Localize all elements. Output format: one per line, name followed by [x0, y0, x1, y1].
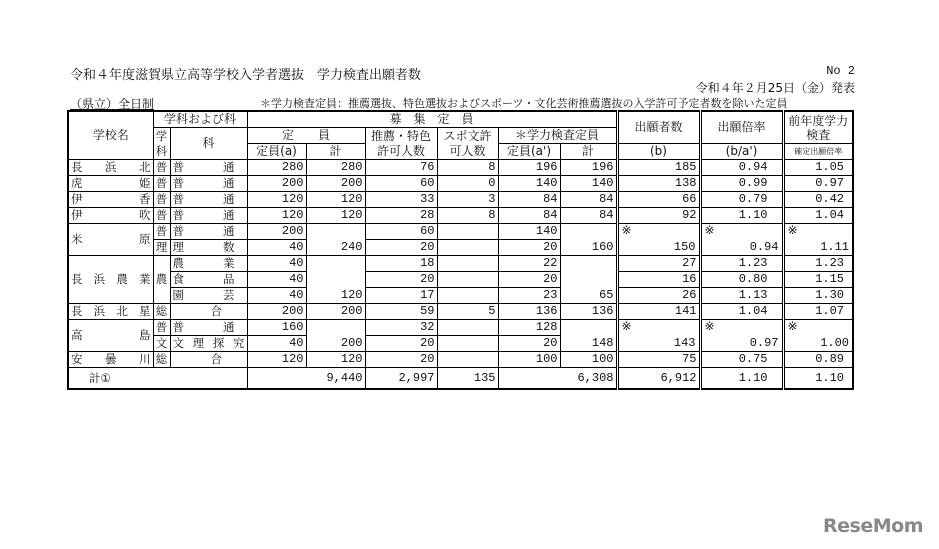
capacity-a: 120 [247, 208, 306, 224]
capacity-a2: 196 [498, 160, 560, 176]
gakka: 普 [153, 160, 170, 176]
capacity-a: 200 [247, 304, 306, 320]
total-capacity2: 84 [560, 192, 617, 208]
capacity-a2: 20 [498, 240, 560, 256]
applicants-table [67, 110, 854, 390]
school-name: 高島 [68, 320, 153, 352]
suisen-count: 20 [365, 240, 437, 256]
total-suisen: 2,997 [365, 368, 437, 390]
capacity-a2: 140 [498, 176, 560, 192]
total-capacity2: 140 [560, 176, 617, 192]
table-row [68, 192, 853, 208]
capacity-a: 40 [247, 272, 306, 288]
supo-count: 0 [437, 176, 498, 192]
suisen-count: 20 [365, 272, 437, 288]
prev-year-ratio: 1.15 [783, 272, 853, 288]
suisen-count: 28 [365, 208, 437, 224]
publish-date: 令和４年２月25日（金）発表 [695, 81, 855, 95]
header-applicants-sub: (b) [617, 144, 700, 160]
capacity-a: 120 [247, 352, 306, 368]
header-applicants: 出願者数 [617, 111, 700, 144]
total-label: 計① [68, 368, 247, 390]
capacity-a: 40 [247, 288, 306, 304]
gakka: 文 [153, 336, 170, 352]
total-capacity2: 6,308 [498, 368, 617, 390]
table-row [68, 320, 853, 336]
application-ratio: 0.99 [700, 176, 783, 192]
school-type: （県立）全日制 [70, 97, 155, 111]
applicants-count: 75 [617, 352, 700, 368]
capacity-a: 200 [247, 176, 306, 192]
document-title: 令和４年度滋賀県立高等学校入学者選抜 学力検査出願者数 [70, 68, 422, 83]
total-capacity: 240 [306, 224, 365, 256]
ka: 普通 [170, 224, 247, 240]
application-ratio-value: 0.94 [749, 240, 779, 254]
ka: 農業 [170, 256, 247, 272]
prev-year-ratio-value: 1.11 [820, 240, 849, 254]
school-name: 伊香 [68, 192, 153, 208]
header-total: 計 [306, 144, 365, 160]
total-capacity: 120 [306, 352, 365, 368]
prev-year-ratio: 0.42 [783, 192, 853, 208]
suisen-count: 60 [365, 176, 437, 192]
ka: 合 [170, 352, 247, 368]
total-prev: 1.10 [783, 368, 853, 390]
resemom-logo: ReseMom [823, 515, 923, 537]
gakka: 農 [153, 256, 170, 304]
total-capacity: 120 [306, 208, 365, 224]
supo-count [437, 240, 498, 256]
ka: 普通 [170, 160, 247, 176]
suisen-count: 18 [365, 256, 437, 272]
total-supo: 135 [437, 368, 498, 390]
prev-year-ratio [783, 224, 853, 256]
header-supo: スポ文許可人数 [437, 128, 498, 160]
gakka: 理 [153, 240, 170, 256]
note-mark: ※ [621, 320, 632, 334]
application-ratio [700, 320, 783, 352]
header-dept-group: 学科および科 [153, 111, 247, 128]
total-row [68, 368, 853, 390]
applicants-count: 138 [617, 176, 700, 192]
supo-count: 8 [437, 160, 498, 176]
application-ratio: 1.10 [700, 208, 783, 224]
capacity-a: 40 [247, 240, 306, 256]
application-ratio-value: 0.97 [749, 336, 779, 350]
supo-count [437, 352, 498, 368]
total-capacity2: 196 [560, 160, 617, 176]
header-ka: 科 [170, 128, 247, 160]
total-applicants: 6,912 [617, 368, 700, 390]
note-mark: ※ [704, 320, 715, 334]
supo-count [437, 288, 498, 304]
supo-count [437, 272, 498, 288]
supo-count: 3 [437, 192, 498, 208]
ka: 理数 [170, 240, 247, 256]
total-capacity: 120 [306, 256, 365, 304]
header-total2: 計 [560, 144, 617, 160]
applicants-count-value: 150 [673, 240, 696, 254]
application-ratio: 0.75 [700, 352, 783, 368]
capacity-a2: 20 [498, 272, 560, 288]
capacity-a2: 84 [498, 208, 560, 224]
total-capacity: 200 [306, 176, 365, 192]
ka: 合 [170, 304, 247, 320]
suisen-count: 33 [365, 192, 437, 208]
ka: 普通 [170, 320, 247, 336]
table-row [68, 176, 853, 192]
table-row [68, 288, 853, 304]
total-ratio: 1.10 [700, 368, 783, 390]
suisen-count: 20 [365, 352, 437, 368]
applicants-count: 27 [617, 256, 700, 272]
capacity-a2: 84 [498, 192, 560, 208]
note-mark: ※ [621, 224, 632, 238]
prev-year-ratio: 0.97 [783, 176, 853, 192]
header-ratio-sub: (b/a') [700, 144, 783, 160]
suisen-count: 60 [365, 224, 437, 240]
capacity-a: 40 [247, 256, 306, 272]
prev-year-ratio [783, 320, 853, 352]
header-ratio: 出願倍率 [700, 111, 783, 144]
school-name: 長浜北 [68, 160, 153, 176]
header-school: 学校名 [68, 111, 153, 160]
application-ratio: 0.79 [700, 192, 783, 208]
applicants-count: 66 [617, 192, 700, 208]
school-name: 安曇川 [68, 352, 153, 368]
gakka: 普 [153, 192, 170, 208]
capacity-a2: 100 [498, 352, 560, 368]
note-mark: ※ [704, 224, 715, 238]
total-capacity2: 148 [560, 320, 617, 352]
application-ratio: 1.23 [700, 256, 783, 272]
capacity-a: 280 [247, 160, 306, 176]
suisen-count: 76 [365, 160, 437, 176]
header-prev: 前年度学力検査 [783, 111, 853, 144]
capacity-a2: 20 [498, 336, 560, 352]
application-ratio: 0.80 [700, 272, 783, 288]
table-row [68, 352, 853, 368]
suisen-count: 59 [365, 304, 437, 320]
prev-year-ratio: 1.07 [783, 304, 853, 320]
suisen-count: 32 [365, 320, 437, 336]
total-capacity: 200 [306, 304, 365, 320]
total-capacity2: 65 [560, 256, 617, 304]
school-name: 長浜農業 [68, 256, 153, 304]
capacity-a2: 23 [498, 288, 560, 304]
header-capacity-a2: 定員(a') [498, 144, 560, 160]
header-suisen: 推薦・特色許可人数 [365, 128, 437, 160]
total-capacity2: 84 [560, 208, 617, 224]
applicants-count: 141 [617, 304, 700, 320]
gakka: 普 [153, 224, 170, 240]
applicants-count-value: 143 [673, 336, 696, 350]
capacity-a: 120 [247, 192, 306, 208]
capacity-a2: 128 [498, 320, 560, 336]
gakka: 総 [153, 352, 170, 368]
capacity-a: 40 [247, 336, 306, 352]
total-capacity: 200 [306, 320, 365, 352]
total-capacity2: 160 [560, 224, 617, 256]
ka: 食品 [170, 272, 247, 288]
applicants-count: 16 [617, 272, 700, 288]
ka: 普通 [170, 176, 247, 192]
table-row [68, 224, 853, 240]
note-mark: ※ [787, 224, 798, 238]
table-row [68, 272, 853, 288]
school-name: 米原 [68, 224, 153, 256]
supo-count [437, 256, 498, 272]
school-name: 伊吹 [68, 208, 153, 224]
application-ratio: 1.13 [700, 288, 783, 304]
ka: 普通 [170, 208, 247, 224]
capacity-a2: 140 [498, 224, 560, 240]
table-row [68, 304, 853, 320]
capacity-a: 160 [247, 320, 306, 336]
applicants-count [617, 224, 700, 256]
total-capacity: 120 [306, 192, 365, 208]
table-row [68, 160, 853, 176]
capacity-a: 200 [247, 224, 306, 240]
header-recruit: 募 集 定 員 [247, 111, 617, 128]
applicants-count: 92 [617, 208, 700, 224]
gakka: 普 [153, 176, 170, 192]
gakka: 総 [153, 304, 170, 320]
suisen-count: 20 [365, 336, 437, 352]
supo-count [437, 336, 498, 352]
applicants-count [617, 320, 700, 352]
ka: 普通 [170, 192, 247, 208]
capacity-a2: 22 [498, 256, 560, 272]
note-mark: ※ [787, 320, 798, 334]
header-gakka: 学科 [153, 128, 170, 160]
page-number: No 2 [826, 64, 855, 78]
capacity-a2: 136 [498, 304, 560, 320]
prev-year-ratio: 1.04 [783, 208, 853, 224]
ka: 園芸 [170, 288, 247, 304]
prev-year-ratio-value: 1.00 [820, 336, 849, 350]
applicants-count: 26 [617, 288, 700, 304]
total-capacity2: 136 [560, 304, 617, 320]
prev-year-ratio: 1.23 [783, 256, 853, 272]
supo-count [437, 320, 498, 336]
ka: 文理探究 [170, 336, 247, 352]
application-ratio: 1.04 [700, 304, 783, 320]
school-name: 虎姫 [68, 176, 153, 192]
gakka: 普 [153, 208, 170, 224]
applicants-count: 185 [617, 160, 700, 176]
table-row [68, 256, 853, 272]
total-capacity: 9,440 [247, 368, 365, 390]
header-exam-capacity: ＊学力検査定員 [498, 128, 617, 144]
prev-year-ratio: 1.30 [783, 288, 853, 304]
footnote: ＊学力検査定員：推薦選抜、特色選抜およびスポーツ・文化芸術推薦選抜の入学許可予定者数を除いた定員 [260, 97, 788, 110]
prev-year-ratio: 0.89 [783, 352, 853, 368]
header-capacity: 定 員 [247, 128, 365, 144]
header-capacity-a: 定員(a) [247, 144, 306, 160]
header-prev-sub: 確定出願倍率 [783, 144, 853, 160]
supo-count [437, 224, 498, 240]
gakka: 普 [153, 320, 170, 336]
suisen-count: 17 [365, 288, 437, 304]
prev-year-ratio: 1.05 [783, 160, 853, 176]
total-capacity2: 100 [560, 352, 617, 368]
school-name: 長浜北星 [68, 304, 153, 320]
table-row [68, 208, 853, 224]
supo-count: 8 [437, 208, 498, 224]
application-ratio [700, 224, 783, 256]
application-ratio: 0.94 [700, 160, 783, 176]
total-capacity: 280 [306, 160, 365, 176]
supo-count: 5 [437, 304, 498, 320]
